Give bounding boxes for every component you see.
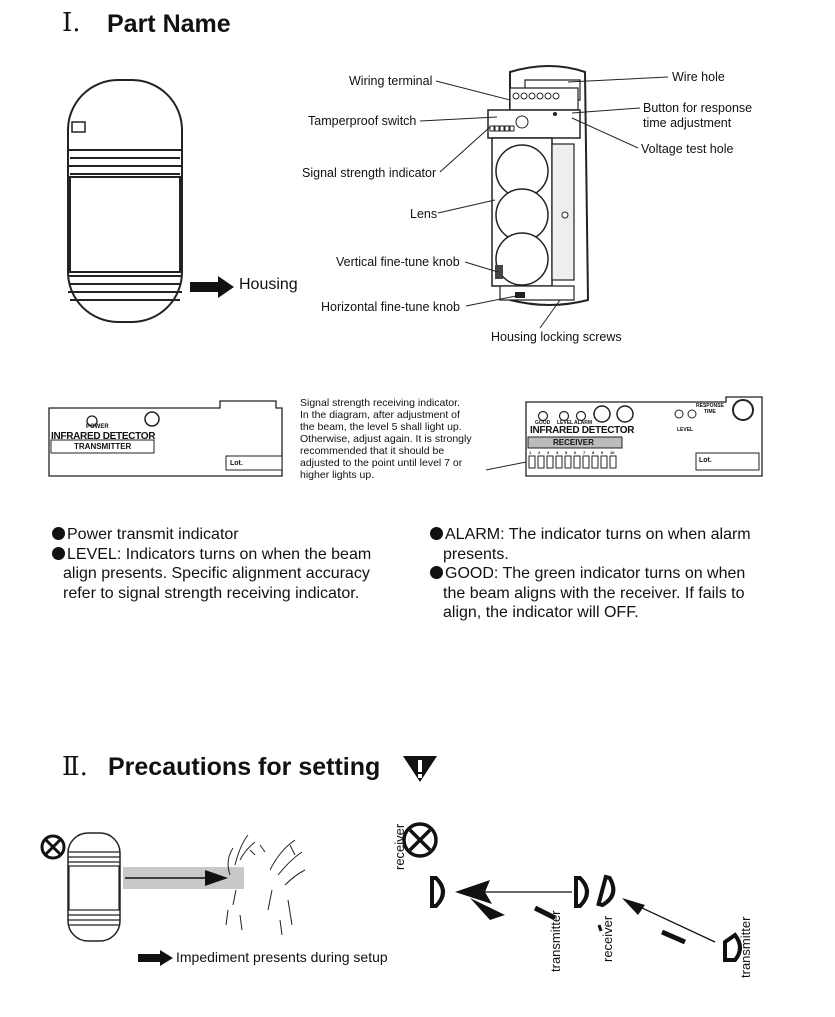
section2-title: Precautions for setting [108, 753, 381, 781]
signal-note-line: In the diagram, after adjustment of [300, 409, 460, 421]
wire-hole-label: Wire hole [672, 70, 725, 84]
bullet-icon [430, 527, 443, 540]
receiver-label-a: receiver [392, 823, 407, 870]
desc-right-line: presents. [443, 545, 509, 563]
section2-numeral: Ⅱ. [62, 752, 88, 782]
signal-strength-indicator-label: Signal strength indicator [302, 166, 437, 180]
rx-scale: 1 2 3 4 5 6 7 8 9 10 [529, 450, 615, 455]
rx-brand: INFRARED DETECTOR [530, 425, 635, 436]
transmitter-label-b: transmitter [738, 916, 753, 978]
detector-internal-illustration [470, 60, 620, 320]
bullet-icon [52, 547, 65, 560]
section1-numeral: Ⅰ. [62, 8, 81, 38]
housing-front-illustration [60, 72, 190, 327]
tx-type: TRANSMITTER [74, 442, 132, 451]
beam-misalignment-illustration [400, 820, 780, 1000]
transmitter-label-a: transmitter [548, 910, 563, 972]
signal-note-line: adjusted to the point until level 7 or [300, 457, 463, 469]
impediment-label: Impediment presents during setup [176, 949, 388, 965]
housing-screws-label: Housing locking screws [491, 330, 622, 344]
rx-type: RECEIVER [553, 438, 594, 447]
warning-icon [402, 755, 438, 783]
tx-lot: Lot. [230, 460, 243, 467]
response-button-label-2: time adjustment [643, 116, 732, 130]
desc-left-line: align presents. Specific alignment accuracy [63, 565, 370, 582]
tamperproof-switch-label: Tamperproof switch [308, 114, 417, 128]
desc-left-line: LEVEL: Indicators turns on when the beam [67, 545, 372, 563]
horizontal-knob-label: Horizontal fine-tune knob [321, 300, 460, 314]
wiring-terminal-label: Wiring terminal [349, 74, 433, 88]
signal-note-line: Signal strength receiving indicator. [300, 397, 460, 409]
bullet-icon [430, 566, 443, 579]
desc-left [52, 525, 422, 603]
rx-level-small-label: LEVEL [557, 420, 574, 426]
receiver-panel [486, 396, 768, 478]
desc-left-line: refer to signal strength receiving indicator. [63, 584, 360, 602]
rx-level-label: LEVEL [677, 427, 694, 433]
desc-right [430, 525, 830, 623]
desc-right-line: align, the indicator will OFF. [443, 604, 639, 621]
signal-note [300, 397, 500, 481]
housing-arrow-icon [190, 276, 236, 298]
impediment-illustration [40, 830, 330, 945]
tx-brand: INFRARED DETECTOR [51, 431, 156, 442]
desc-right-line: ALARM: The indicator turns on when alarm [445, 526, 751, 543]
housing-label: Housing [239, 276, 298, 293]
desc-right-line: the beam aligns with the receiver. If fails to [443, 584, 745, 602]
vertical-knob-label: Vertical fine-tune knob [336, 255, 460, 269]
desc-left-line: Power transmit indicator [67, 526, 239, 543]
response-button-label-1: Button for response [643, 101, 753, 115]
rx-response-label: RESPONSE TIME [696, 403, 724, 415]
rx-lot: Lot. [699, 457, 712, 464]
lens-label: Lens [410, 207, 438, 221]
rx-alarm-label: ALARM [574, 420, 593, 426]
section1-title: Part Name [107, 10, 231, 38]
desc-right-line: GOOD: The green indicator turns on when [445, 565, 746, 582]
receiver-label-b: receiver [600, 915, 615, 962]
tx-power-label: POWER [86, 424, 109, 430]
impediment-arrow-icon [138, 950, 174, 966]
signal-note-line: Otherwise, adjust again. It is strongly [300, 433, 472, 445]
signal-note-line: the beam, the level 5 shall light up. [300, 421, 462, 433]
signal-note-line: higher lights up. [300, 469, 375, 481]
bullet-icon [52, 527, 65, 540]
signal-note-line: recommended that it should be [300, 445, 445, 457]
voltage-test-hole-label: Voltage test hole [641, 142, 734, 156]
rx-good-label: GOOD [535, 420, 551, 426]
